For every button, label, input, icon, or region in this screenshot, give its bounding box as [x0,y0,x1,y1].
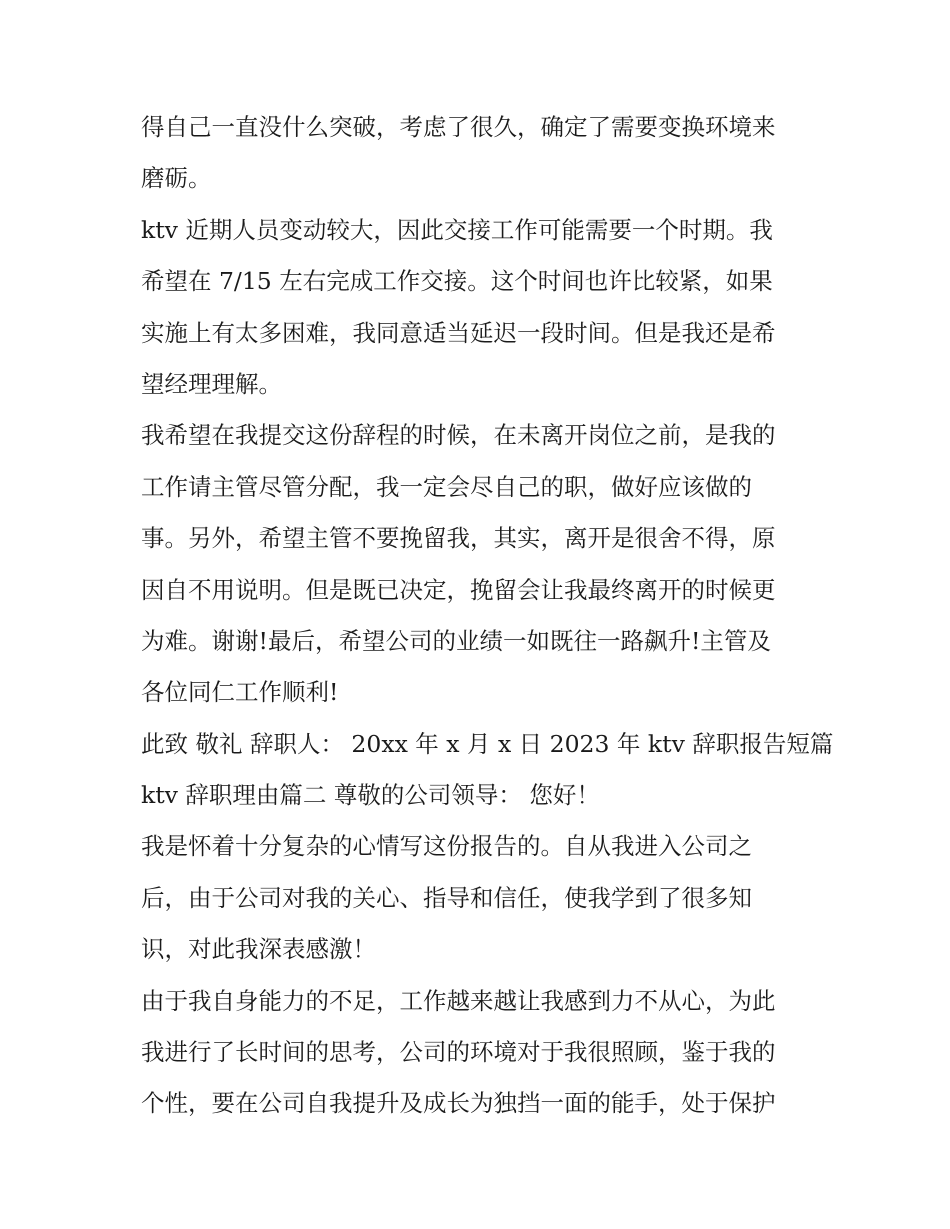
text-line: 事。另外，希望主管不要挽留我，其实，离开是很舍不得，原 [141,524,776,553]
text-line: 得自己一直没什么突破，考虑了很久，确定了需要变换环境来 [141,113,776,141]
paragraph-2 [141,205,821,411]
text-line: 我是怀着十分复杂的心情写这份报告的。自从我进入公司之 [141,832,752,861]
paragraph-4 [141,719,834,822]
text-line: 个性，要在公司自我提升及成长为独挡一面的能手，处于保护 [141,1089,776,1118]
paragraph-1 [141,102,821,205]
text-line: 为难。谢谢!最后，希望公司的业绩一如既往一路飙升!主管及 [141,626,771,655]
text-line: 此致 敬礼 辞职人： 20xx 年 x 月 x 日 2023 年 ktv 辞职报告短篇 [141,729,834,758]
text-line: 由于我自身能力的不足，工作越来越让我感到力不从心，为此 [141,986,776,1015]
text-line: 后，由于公司对我的关心、指导和信任，使我学到了很多知 [141,883,752,912]
paragraph-5 [141,821,821,975]
text-line: 我希望在我提交这份辞程的时候，在未离开岗位之前，是我的 [141,421,776,450]
text-line: 各位同仁工作顺利! [141,678,339,707]
text-line: ktv 近期人员变动较大，因此交接工作可能需要一个时期。我 [141,215,773,244]
paragraph-6 [141,976,821,1130]
text-line: 希望在 7/15 左右完成工作交接。这个时间也许比较紧，如果 [141,267,773,296]
text-line: 望经理理解。 [141,369,282,398]
text-line: ktv 辞职理由篇二 尊敬的公司领导： 您好！ [141,781,600,810]
text-line: 我进行了长时间的思考，公司的环境对于我很照顾，鉴于我的 [141,1038,776,1067]
paragraph-3 [141,410,821,718]
text-line: 因自不用说明。但是既已决定，挽留会让我最终离开的时候更 [141,575,776,604]
document-body [141,102,834,1130]
text-line: 识，对此我深表感激！ [141,935,376,964]
text-line: 实施上有太多困难，我同意适当延迟一段时间。但是我还是希 [141,318,776,347]
text-line: 磨砺。 [141,164,212,193]
text-line: 工作请主管尽管分配，我一定会尽自己的职，做好应该做的 [141,472,752,501]
